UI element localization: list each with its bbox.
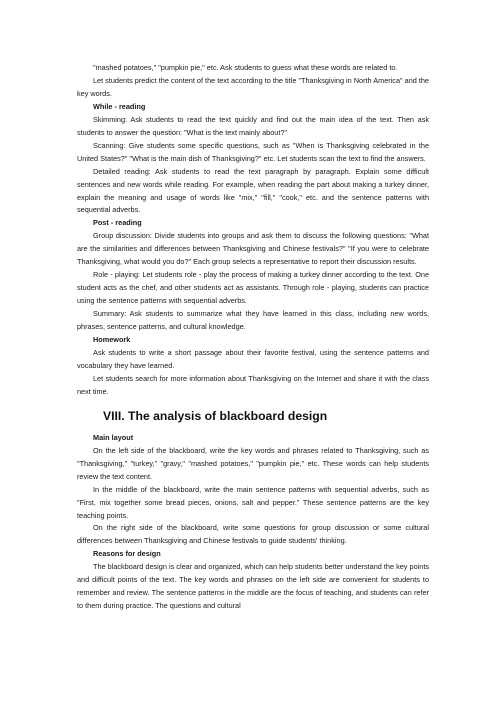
section-subheading: Post - reading xyxy=(93,218,142,228)
body-paragraph: Summary: Ask students to summarize what they have learned in this class, including new words, phrases, sentence patterns, and cultural knowledge. xyxy=(77,309,429,332)
body-paragraph: Skimming: Ask students to read the text quickly and find out the main idea of the text. Then ask students to answer the question: "What is the text mainly about?" xyxy=(77,114,429,137)
body-paragraph: On the left side of the blackboard, write the key words and phrases related to Thanksgiving, such as "Thanksgiving," "turkey," "gravy," "mashed potatoes," "pumpkin pie," etc. These words can help students review the text content. xyxy=(77,445,429,481)
body-paragraph: "mashed potatoes," "pumpkin pie," etc. Ask students to guess what these words are related to. xyxy=(93,63,398,72)
body-paragraph: Group discussion: Divide students into groups and ask them to discuss the following questions: "What are the similarities and differences between Thanksgiving and Chinese festivals?" "If you were to celebrate Thanksgiving, what would you do?" Each group selects a representative to report their discussion results. xyxy=(77,231,429,267)
section-subheading: Reasons for design xyxy=(93,549,161,559)
body-paragraph: Detailed reading: Ask students to read the text paragraph by paragraph. Explain some difficult sentences and new words while reading. For example, when reading the part about making a turkey dinner, explain the meaning and usage of words like "mix," "fill," "cook," etc. and the sentence patterns with sequential adverbs. xyxy=(77,166,429,215)
section-subheading: Main layout xyxy=(93,432,134,442)
body-paragraph: Role - playing: Let students role - play the process of making a turkey dinner according to the text. One student acts as the chef, and other students act as assistants. Through role - playing, students can practice using the sentence patterns with sequential adverbs. xyxy=(77,270,429,306)
section-subheading: While - reading xyxy=(93,101,146,111)
section-heading: VIII. The analysis of blackboard design xyxy=(103,408,328,423)
body-paragraph: Ask students to write a short passage about their favorite festival, using the sentence patterns and vocabulary they have learned. xyxy=(77,347,429,370)
section-subheading: Homework xyxy=(93,335,131,345)
body-paragraph: The blackboard design is clear and organized, which can help students better understand the key points and difficult points of the text. The key words and phrases on the left side are convenient for students to remember and review. The sentence patterns in the middle are the focus of teaching, and students can refer to them during practice. The questions and cultural xyxy=(77,562,429,611)
body-paragraph: In the middle of the blackboard, write the main sentence patterns with sequential adverbs, such as "First, mix together some bread pieces, onions, salt and pepper." These sentence patterns are the key teaching points. xyxy=(77,484,429,520)
body-paragraph: Let students search for more information about Thanksgiving on the Internet and share it with the class next time. xyxy=(77,373,429,396)
document-body xyxy=(77,62,429,613)
body-paragraph: Let students predict the content of the text according to the title "Thanksgiving in North America" and the key words. xyxy=(77,75,429,98)
body-paragraph: Scanning: Give students some specific questions, such as "When is Thanksgiving celebrated in the United States?" "What is the main dish of Thanksgiving?" etc. Let students scan the text to find the answers. xyxy=(77,140,429,163)
body-paragraph: On the right side of the blackboard, write some questions for group discussion or some cultural differences between Thanksgiving and Chinese festivals to guide students' thinking. xyxy=(77,523,429,546)
